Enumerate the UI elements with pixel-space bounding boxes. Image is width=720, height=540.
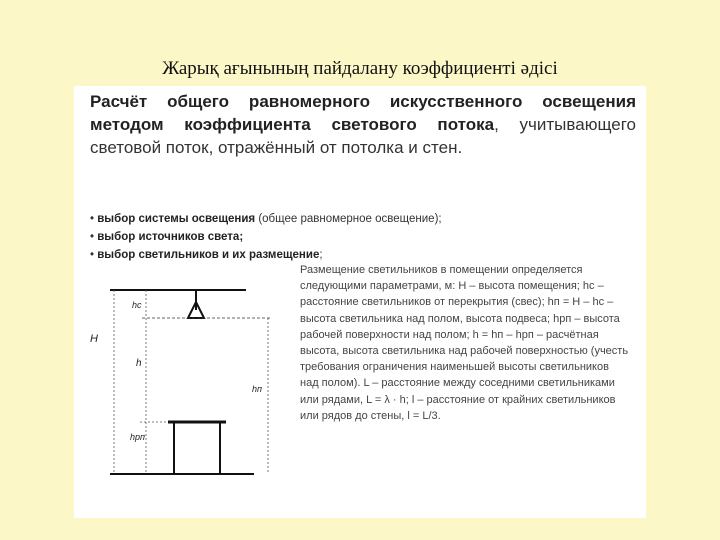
slide-title: Жарық ағынының пайдалану коэффициенті әдісі xyxy=(162,58,558,79)
label-hrp: hрп xyxy=(130,432,145,442)
lighting-height-diagram xyxy=(74,266,300,516)
label-h: h xyxy=(136,358,142,369)
intro-rest: , учитывающего световой поток, отражённый от потолка и стен. xyxy=(90,115,636,157)
intro-paragraph xyxy=(90,90,636,159)
bullet-bold: выбор источников света; xyxy=(97,231,244,243)
label-H: H xyxy=(90,333,98,345)
intro-bold: Расчёт общего равномерного искусственного освещения методом коэффициента светового потока xyxy=(90,92,636,134)
bullet-bold: выбор светильников и их размещение xyxy=(97,249,320,261)
bullet-item: • выбор системы освещения (общее равномерное освещение); xyxy=(90,213,442,225)
bullet-rest: (общее равномерное освещение); xyxy=(255,213,442,225)
placement-description: Размещение светильников в помещении определяется следующими параметрами, м: H – высота помещения; hс – расстояние светильников от перекрытия (свес); hп = H – hс – высота светильника над полом, высота подвеса; hрп – высота рабочей поверхности над полом; h = hп – hрп – расчётная высота, высота светильника над рабочей поверхностью (учесть требования ограничения наименьшей высоты светильников над полом). L – расстояние между соседними светильниками или рядами, L = λ · h; l – расстояние от крайних светильников или рядов до стены, l = L/3. xyxy=(300,264,629,422)
label-hc: hс xyxy=(132,300,142,310)
bullet-item: • выбор светильников и их размещение; xyxy=(90,249,323,261)
bullet-bold: выбор системы освещения xyxy=(97,213,256,225)
bullet-rest: ; xyxy=(319,249,323,261)
label-hn: hп xyxy=(252,384,262,394)
bullet-list xyxy=(90,210,640,264)
content-panel xyxy=(74,86,646,518)
bullet-item: • выбор источников света; xyxy=(90,231,244,243)
